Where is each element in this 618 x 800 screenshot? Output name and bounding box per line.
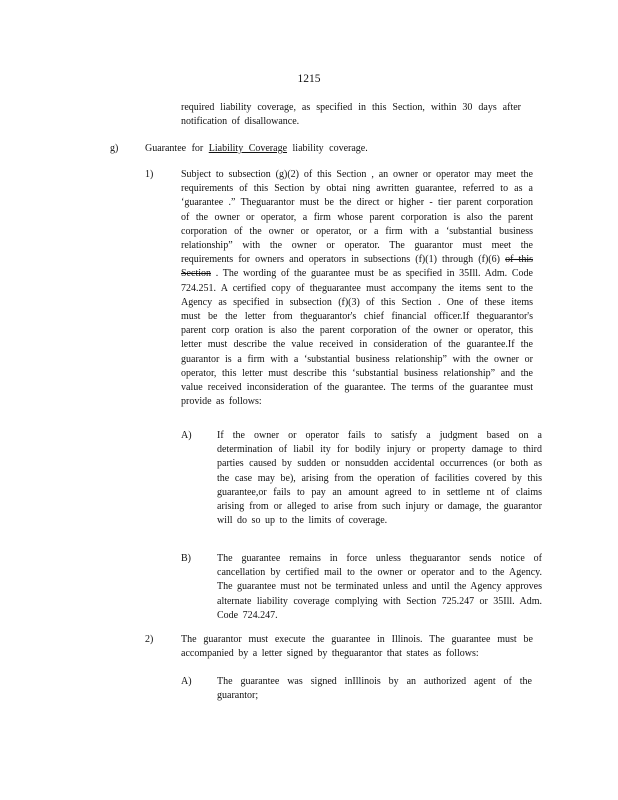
- item-2-A-label: A): [181, 676, 192, 687]
- item-1-paragraph: [181, 168, 533, 409]
- intro-paragraph: required liability coverage, as specified in this Section, within 30 days after notification of disallowance.: [181, 102, 521, 128]
- page-number: 1215: [297, 73, 321, 85]
- item-2-paragraph: The guarantor must execute the guarantee in Illinois. The guarantee must be accompanied by a letter signed by theguarantor that states as follows:: [181, 634, 533, 660]
- item-1-text-a: Subject to subsection (g)(2) of this Section , an owner or operator may meet the requirements of this Section by obtai ning awritten guarantee, referred to as a ‘guarantee .” Theguarantor must be the direct or higher - tier parent corporation of the owner or operator, a firm whose parent corporation is also the parent corporation of the owner or operator, or a firm with a ‘substantial business relationship” with the owner or operator. The guarantor must meet the requirements for owners and operators in subsections (f)(1) through (f)(6): [181, 169, 533, 266]
- section-g-text-suffix: liability coverage.: [287, 143, 368, 154]
- item-2-label: 2): [145, 634, 154, 645]
- section-g-heading: [145, 142, 525, 156]
- item-1-B-label: B): [181, 553, 191, 564]
- item-1-A-label: A): [181, 430, 192, 441]
- section-g-label: g): [110, 143, 119, 154]
- item-1-label: 1): [145, 169, 154, 180]
- item-2-A-paragraph: The guarantee was signed inIllinois by an authorized agent of the guarantor;: [217, 676, 532, 702]
- item-1-text-b: . The wording of the guarantee must be as specified in 35Ill. Adm. Code 724.251. A certified copy of theguarantee must accompany the items sent to the Agency as specified in subsection (f)(3) of this Section . One of these items must be the letter from theguarantor's chief financial officer.If theguarantor's parent corp oration is also the parent corporation of the owner or operator, this letter must describe the value received in consideration of the guarantee.If the guarantor is a firm with a ‘substantial business relationship” with the owner or operator, this letter must describe this ‘substantial business relationship” and the value received inconsideration of the guarantee. The terms of the guarantee must provide as follows:: [181, 268, 533, 408]
- item-1-A-paragraph: If the owner or operator fails to satisfy a judgment based on a determination of liabil ity for bodily injury or property damage to third parties caused by sudden or nonsudden accidental occurrences (or both as the case may be), arising from the operation of facilities covered by this guarantee,or fails to pay an amount agreed to in settleme nt of claims arising from or alleged to arise from such injury or damage, the guarantor will do so up to the limits of coverage.: [217, 430, 542, 527]
- item-1-B-paragraph: The guarantee remains in force unless theguarantor sends notice of cancellation by certified mail to the owner or operator and to the Agency. The guarantee must not be terminated unless and until the Agency approves alternate liability coverage complying with Section 725.247 or 35Ill. Adm. Code 724.247.: [217, 553, 542, 621]
- section-g-underlined-text: Liability Coverage: [208, 143, 288, 154]
- section-g-text-prefix: Guarantee for: [145, 143, 209, 154]
- item-1-struck-text: of this Section: [181, 254, 533, 280]
